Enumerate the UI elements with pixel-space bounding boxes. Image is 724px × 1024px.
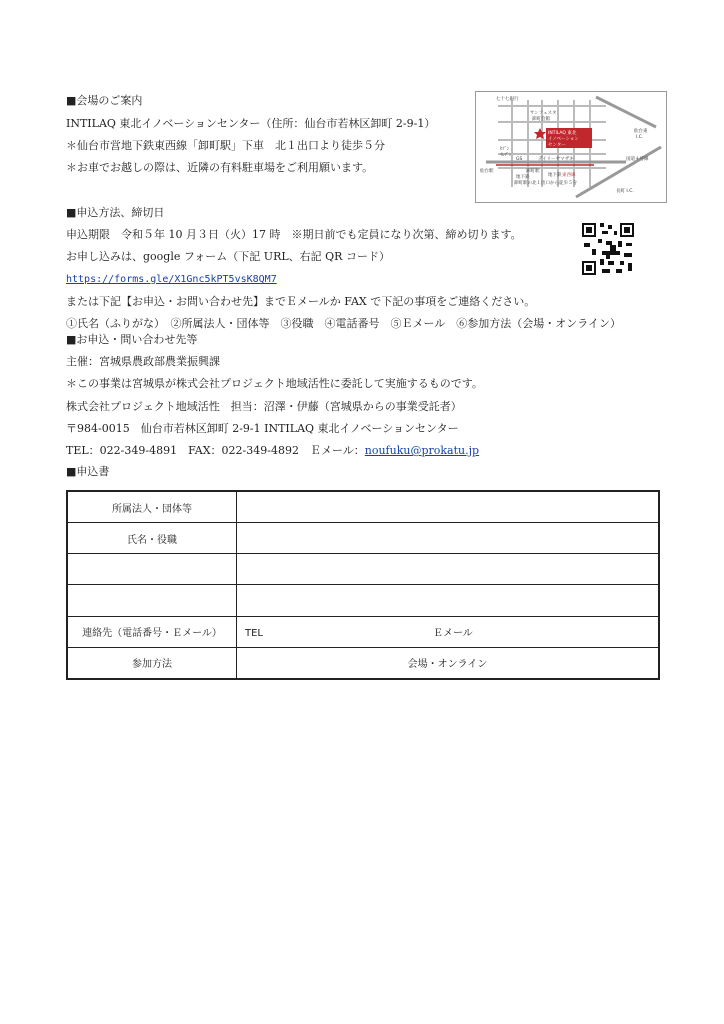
contact-tel-fax (66, 444, 479, 458)
form-field-organization[interactable] (237, 491, 660, 523)
form-heading: ■申込書 (66, 465, 110, 478)
venue-heading: ■会場のご案内 (66, 94, 143, 107)
venue-access: ＊仙台市営地下鉄東西線「卸町駅」下車 北１出口より徒歩５分 (66, 139, 385, 152)
contact-heading: ■お申込・問い合わせ先等 (66, 333, 198, 346)
map-label: INTILAQ 東北 (548, 131, 577, 136)
form-field-blank-2[interactable] (237, 585, 660, 616)
form-contact-email-label: Ｅメール (433, 628, 473, 640)
contact-note: ＊この事業は宮城県が株式会社プロジェクト地域活性に委託して実施するものです。 (66, 377, 483, 390)
map-label: イノベーション (548, 137, 579, 142)
map-label: 仙台東 (634, 129, 648, 134)
map-label: サンフェスタ (530, 111, 557, 116)
map-label: 国道４号線 (626, 157, 649, 162)
form-label-blank-1 (67, 554, 237, 585)
form-label-blank-2 (67, 585, 237, 616)
map-label: GS (516, 157, 523, 162)
application-items: ①氏名（ふりがな） ②所属法人・団体等 ③役職 ④電話番号 ⑤Ｅメール ⑥参加方法（会場・オンライン） (66, 317, 621, 330)
map-label: 卸町会館 (532, 117, 550, 122)
map-label: ｾﾌﾞﾝ (500, 147, 509, 152)
form-field-name-title[interactable] (237, 523, 660, 554)
venue-parking: ＊お車でお越しの際は、近隣の有料駐車場をご利用願います。 (66, 161, 374, 174)
table-row (67, 491, 659, 523)
map-label: デイリーヤマザキ (538, 157, 574, 162)
table-row (67, 616, 659, 647)
form-field-contact[interactable] (237, 616, 660, 647)
map-label: 地下鉄 (548, 173, 562, 178)
contact-address: 〒984-0015 仙台市若林区卸町 2-9-1 INTILAQ 東北イノベーションセンター (66, 422, 459, 435)
table-row (67, 647, 659, 679)
contact-email-link[interactable]: noufuku@prokatu.jp (364, 444, 480, 457)
venue-map (475, 91, 667, 203)
form-label-contact: 連絡先（電話番号・Ｅメール） (67, 616, 237, 647)
map-label: 長町 I.C. (616, 189, 634, 194)
map-label: 仙台駅 (480, 169, 494, 174)
application-deadline: 申込期限 令和５年 10 月３日（火）17 時 ※期日前でも定員になり次第、締め切ります。 (66, 228, 522, 241)
contact-tel-fax-text: TEL：022-349-4891 FAX：022-349-4892 Ｅメール： (66, 444, 365, 457)
map-label: 東西線 (562, 173, 576, 178)
form-field-blank-1[interactable] (237, 554, 660, 585)
application-form-table (66, 490, 660, 680)
map-label: 卸町駅 (526, 169, 540, 174)
contact-company: 株式会社プロジェクト地域活性 担当：沼澤・伊藤（宮城県からの事業受託者） (66, 400, 462, 413)
form-label-method: 参加方法 (67, 647, 237, 679)
map-label: ｲﾚﾌﾞﾝ (500, 153, 512, 158)
map-label: 地下鉄 (516, 175, 530, 180)
table-row (67, 523, 659, 554)
application-alt: または下記【お申込・お問い合わせ先】までＥメールか FAX で下記の事項をご連絡ください。 (66, 295, 536, 308)
application-how: お申し込みは、google フォーム（下記 URL、右記 QR コード） (66, 250, 390, 263)
form-field-method[interactable]: 会場・オンライン (237, 647, 660, 679)
form-url-link[interactable]: https://forms.gle/X1Gnc5kPT5vsK8QM7 (66, 274, 277, 285)
table-row (67, 585, 659, 616)
map-label: 卸町駅の北１出口から徒歩５分 (514, 181, 577, 186)
contact-organizer: 主催：宮城県農政部農業振興課 (66, 355, 220, 368)
application-heading: ■申込方法、締切日 (66, 206, 165, 219)
qr-code (580, 221, 636, 277)
table-row (67, 554, 659, 585)
form-label-organization: 所属法人・団体等 (67, 491, 237, 523)
map-label: 七十七銀行 (496, 97, 519, 102)
map-label: I.C. (636, 135, 644, 140)
venue-address: INTILAQ 東北イノベーションセンター（住所：仙台市若林区卸町 2-9-1） (66, 117, 436, 130)
form-label-name-title: 氏名・役職 (67, 523, 237, 554)
form-contact-tel-label: TEL (245, 628, 263, 640)
map-label: センター (548, 143, 566, 148)
